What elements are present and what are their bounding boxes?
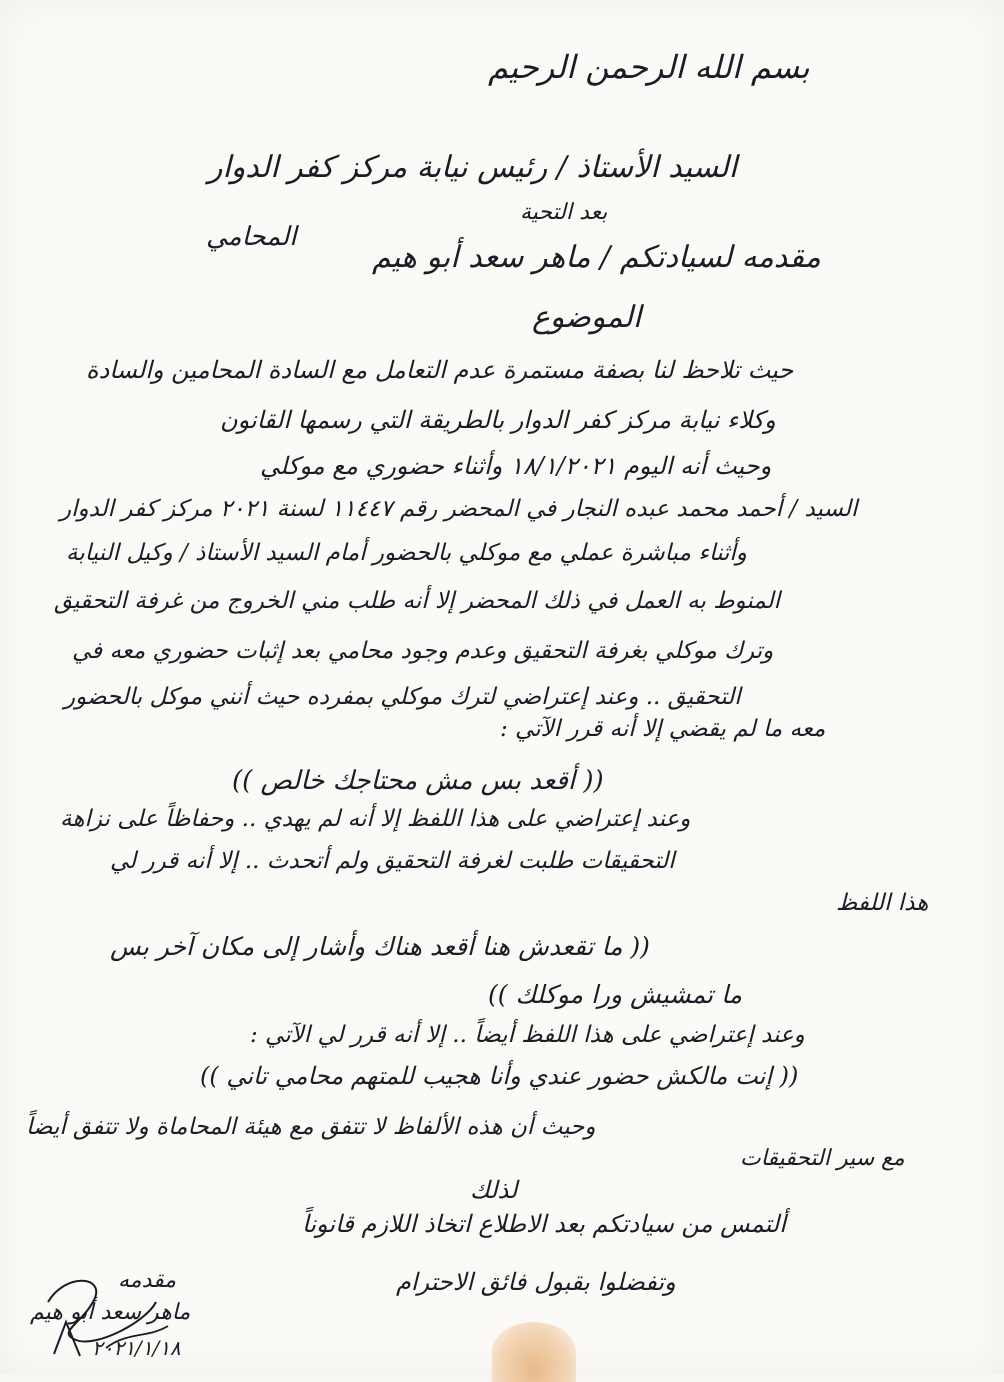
body-line-9: معه ما لم يقضي إلا أنه قرر الآتي : [500, 716, 826, 742]
body-line-20: لذلك [470, 1176, 518, 1204]
addressee-line: السيد الأستاذ / رئيس نيابة مركز كفر الدوار [208, 150, 738, 185]
body-line-6: المنوط به العمل في ذلك المحضر إلا أنه طلب مني الخروج من غرفة التحقيق [54, 588, 781, 614]
body-line-4: السيد / أحمد محمد عبده النجار في المحضر رقم ١١٤٤٧ لسنة ٢٠٢١ مركز كفر الدوار [60, 496, 858, 522]
body-line-8: التحقيق .. وعند إعتراضي لترك موكلي بمفرده حيث أنني موكل بالحضور [64, 684, 741, 710]
body-line-21: ألتمس من سيادتكم بعد الاطلاع اتخاذ اللازم قانوناً [302, 1210, 786, 1238]
body-line-15: ما تمشيش ورا موكلك )) [488, 980, 743, 1009]
basmala: بسم الله الرحمن الرحيم [488, 48, 810, 86]
body-line-7: وترك موكلي بغرفة التحقيق وعدم وجود محامي بعد إثبات حضوري معه في [72, 638, 774, 664]
salutation: بعد التحية [520, 200, 608, 225]
body-line-16: وعند إعتراضي على هذا اللفظ أيضاً .. إلا أنه قرر لي الآتي : [250, 1022, 805, 1048]
body-line-17: (( إنت مالكش حضور عندي وأنا هجيب للمتهم محامي تاني )) [200, 1062, 799, 1090]
paper-stain [492, 1322, 576, 1382]
lawyer-title: المحامي [206, 222, 297, 252]
signature-mark [36, 1262, 186, 1372]
body-line-2: وكلاء نيابة مركز كفر الدوار بالطريقة التي رسمها القانون [220, 406, 776, 434]
body-line-13: هذا اللفظ [836, 890, 929, 916]
body-line-19: مع سير التحقيقات [740, 1146, 905, 1171]
closing-word: مقدمه [118, 1268, 177, 1293]
body-line-5: وأثناء مباشرة عملي مع موكلي بالحضور أمام السيد الأستاذ / وكيل النيابة [66, 540, 747, 566]
body-line-10: (( أقعد بس مش محتاجك خالص )) [232, 766, 604, 796]
body-line-3: وحيث أنه اليوم ١٨/١/٢٠٢١ وأثناء حضوري مع موكلي [260, 452, 772, 480]
body-line-12: التحقيقات طلبت لغرفة التحقيق ولم أتحدث .. إلا أنه قرر لي [110, 848, 675, 874]
body-line-22: وتفضلوا بقبول فائق الاحترام [396, 1268, 676, 1296]
submitted-by-line: مقدمه لسيادتكم / ماهر سعد أبو هيم [372, 240, 821, 275]
body-line-11: وعند إعتراضي على هذا اللفظ إلا أنه لم يهدي .. وحفاظاً على نزاهة [60, 806, 691, 832]
body-line-1: حيث تلاحظ لنا بصفة مستمرة عدم التعامل مع السادة المحامين والسادة [86, 356, 794, 384]
body-line-14: (( ما تقعدش هنا أقعد هناك وأشار إلى مكان آخر بس [110, 932, 650, 961]
signature-date: ٢٠٢١/١/١٨ [92, 1336, 181, 1360]
body-line-18: وحيث أن هذه الألفاظ لا تتفق مع هيئة المحاماة ولا تتفق أيضاً [26, 1114, 596, 1140]
signatory-name: ماهر سعد أبو هيم [30, 1300, 191, 1325]
subject-heading: الموضوع [532, 300, 642, 335]
